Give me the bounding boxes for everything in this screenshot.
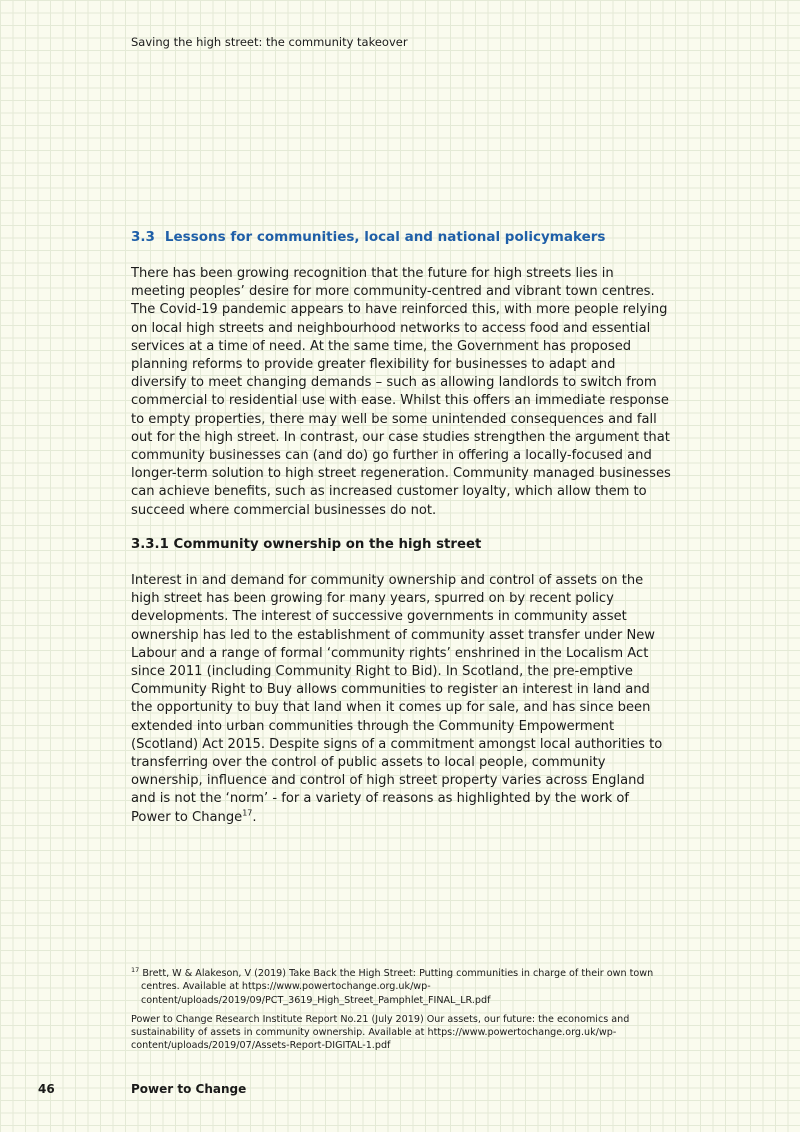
paragraph-end: . [252,809,257,825]
page-number: 46 [38,1082,55,1096]
subsection-heading: 3.3.1 Community ownership on the high street [131,537,482,552]
section-heading [131,229,605,245]
footnote-reference[interactable]: 17 [242,808,253,818]
section-number: 3.3 [131,229,155,245]
source-note: Power to Change Research Institute Report No.21 (July 2019) Our assets, our future: the economics and sustainability of assets in community ownership. Available at https://www.powertochange.org.uk/wp-content/uploads/2019/07/Assets-Report-DIGITAL-1.pdf [131,1013,630,1052]
footnote-marker: 17 [131,965,140,974]
section-paragraph: There has been growing recognition that the future for high streets lies in meeting peoples’ desire for more community-centred and vibrant town centres. The Covid-19 pandemic appears to have reinforced this, with more people relying on local high streets and neighbourhood networks to access food and essential services at a time of need. At the same time, the Government has proposed planning reforms to provide greater flexibility for businesses to adapt and diversify to meet changing demands – such as allowing landlords to switch from commercial to residential use with ease. Whilst this offers an immediate response to empty properties, there may well be some unintended consequences and fall out for the high street. In contrast, our case studies strengthen the argument that community businesses can (and do) go further in offering a locally-focused and longer-term solution to high street regeneration. Community managed businesses can achieve benefits, such as increased customer loyalty, which allow them to succeed where commercial businesses do not. [131,266,671,518]
section-title: Lessons for communities, local and national policymakers [164,229,606,245]
subsection-paragraph-text: Interest in and demand for community ownership and control of assets on the high street has been growing for many years, spurred on by recent policy developments. The interest of successive governments in community asset ownership has led to the establishment of community asset transfer under New Labour and a range of formal ‘community rights’ enshrined in the Localism Act since 2011 (including Community Right to Bid). In Scotland, the pre-emptive Community Right to Buy allows communities to register an interest in land and the opportunity to buy that land when it comes up for sale, and has since been extended into urban communities through the Community Empowerment (Scotland) Act 2015. Despite signs of a commitment amongst local authorities to transferring over the control of public assets to local people, community ownership, influence and control of high street property varies across England and is not the ‘norm’ - for a variety of reasons as highlighted by the work of Power to Change [131,573,663,825]
subsection-paragraph [131,572,671,827]
footnote-text: Brett, W & Alakeson, V (2019) Take Back the High Street: Putting communities in charge of their own town centres. Available at https://www.powertochange.org.uk/wp-content/uploads/2019/09/PCT_3619_High_Street_Pamphlet_FINAL_LR.pdf [141,968,654,1006]
running-header: Saving the high street: the community takeover [131,35,408,49]
footnote-17 [131,967,659,1007]
footer-label: Power to Change [131,1082,247,1096]
footnotes [131,967,659,1053]
